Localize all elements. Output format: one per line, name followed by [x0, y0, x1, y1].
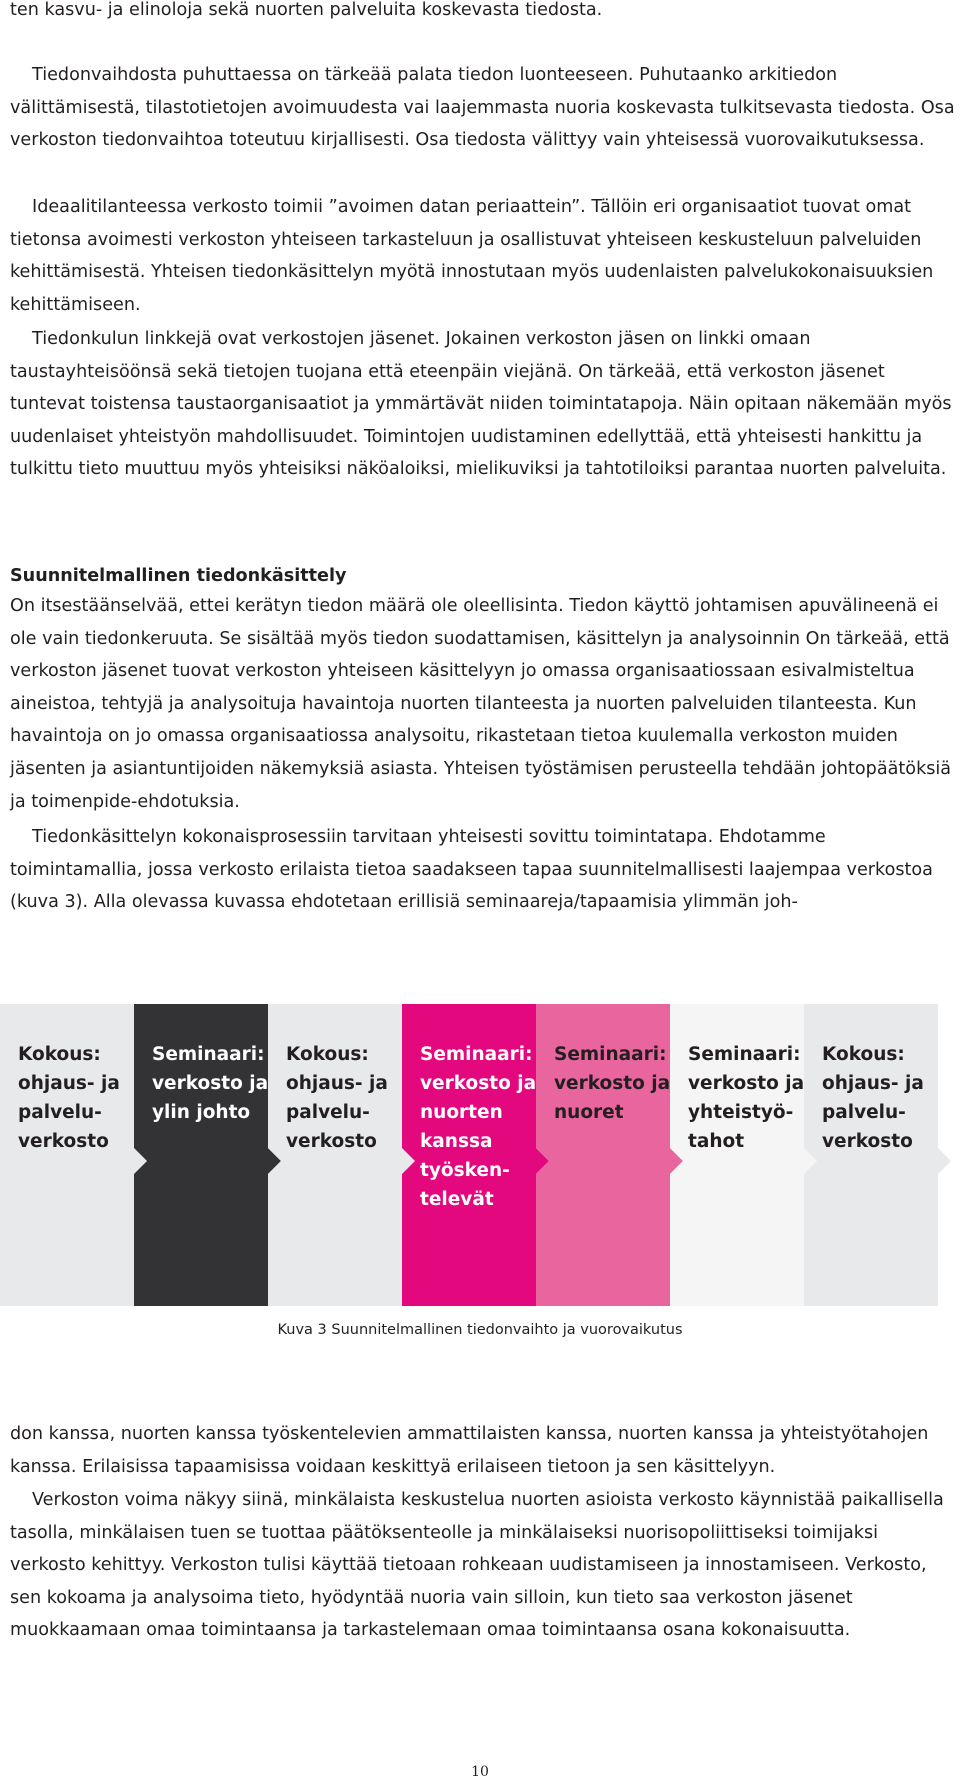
process-step-label [420, 1040, 538, 1214]
process-step-label-line: Kokous: [286, 1044, 369, 1065]
process-step-label-line: Seminaari: [420, 1044, 533, 1065]
paragraph: Ideaalitilanteessa verkosto toimii ”avoimen datan periaattein”. Tällöin eri organisaatiot tuovat omat tietonsa avoimesti verkoston yhteiseen tarkasteluun ja osallistuvat yhteiseen keskusteluun palveluiden kehittämisestä. Yhteisen tiedonkäsittelyn myötä innostutaan myös uudenlaisten palvelukokonaisuuksien kehittämiseen. [10, 197, 934, 315]
process-step-label-line: verkosto ja [420, 1073, 537, 1094]
process-step-label-line: Seminaari: [554, 1044, 667, 1065]
process-step-label-line: verkosto [286, 1131, 377, 1152]
process-step-label-line: työsken- [420, 1160, 510, 1181]
process-figure [0, 1004, 960, 1306]
paragraph: don kanssa, nuorten kanssa työskentelevien ammattilaisten kanssa, nuorten kanssa ja yhteistyötahojen kanssa. Erilaisissa tapaamisissa voidaan keskittyä erilaiseen tietoon ja sen käsittelyyn. [10, 1424, 929, 1477]
process-step-label [152, 1040, 270, 1127]
paragraph: Tiedonvaihdosta puhuttaessa on tärkeää palata tiedon luonteeseen. Puhutaanko arkitiedon välittämisestä, tilastotietojen avoimuudesta vai laajemmasta nuoria koskevasta tulkitsevasta tiedosta. Osa verkoston tiedonvaihtoa toteutuu kirjallisesti. Osa tiedosta välittyy vain yhteisessä vuorovaikutuksessa. [10, 65, 955, 151]
process-step-label-line: verkosto ja [554, 1073, 671, 1094]
paragraph: Verkoston voima näkyy siinä, minkälaista keskustelua nuorten asioista verkosto käynnistää paikallisella tasolla, minkälaisen tuen se tuottaa päätöksenteolle ja minkälaiseksi nuorisopoliittiseksi toimijaksi verkosto kehittyy. Verkoston tulisi käyttää tietoaan rohkeaan uudistamiseen ja innostamiseen. Verkosto, sen kokoama ja analysoima tieto, hyödyntää nuoria vain silloin, kun tieto saa verkoston jäsenet muokkaamaan omaa toimintaansa ja tarkastelemaan omaa toimintaansa osana kokonaisuutta. [10, 1490, 944, 1641]
paragraph: ten kasvu- ja elinoloja sekä nuorten palveluita koskevasta tiedosta. [10, 0, 603, 20]
process-step-label-line: Seminaari: [688, 1044, 801, 1065]
process-step-label [286, 1040, 404, 1156]
page-number: 10 [471, 1764, 489, 1780]
process-step-label-line: nuoret [554, 1102, 624, 1123]
process-step-label [554, 1040, 672, 1127]
process-step-label-line: palvelu- [822, 1102, 906, 1123]
process-step-label [18, 1040, 136, 1156]
section-heading: Suunnitelmallinen tiedonkäsittely [10, 566, 347, 586]
process-step-label [822, 1040, 940, 1156]
process-step-label-line: ylin johto [152, 1102, 251, 1123]
paragraph: Tiedonkulun linkkejä ovat verkostojen jäsenet. Jokainen verkoston jäsen on linkki omaan taustayhteisöönsä sekä tietojen tuojana että eteenpäin viejänä. On tärkeää, että verkoston jäsenet tuntevat toistensa taustaorganisaatiot ja ymmärtävät niiden toimintatapoja. Näin opitaan näkemään myös uudenlaiset yhteistyön mahdollisuudet. Toimintojen uudistaminen edellyttää, että yhteisesti hankittu ja tulkittu tieto muuttuu myös yhteisiksi näköaloiksi, mielikuviksi ja tahtotiloiksi parantaa nuorten palveluita. [10, 329, 952, 480]
process-step-label-line: Seminaari: [152, 1044, 265, 1065]
process-step-label-line: televät [420, 1189, 494, 1210]
paragraph: On itsestäänselvää, ettei kerätyn tiedon määrä ole oleellisinta. Tiedon käyttö johtamisen apuvälineenä ei ole vain tiedonkeruuta. Se sisältää myös tiedon suodattamisen, käsittelyn ja analysoinnin On tärkeää, että verkoston jäsenet tuovat verkoston yhteiseen käsittelyyn jo omassa organisaatiossaan esivalmisteltua aineistoa, tehtyjä ja analysoituja havaintoja nuorten tilanteesta ja nuorten palveluiden tilanteesta. Kun havaintoja on jo omassa organisaatiossa analysoitu, rikastetaan tietoa kuulemalla verkoston muiden jäsenten ja asiantuntijoiden näkemyksiä asiasta. Yhteisen työstämisen perusteella tehdään johtopäätöksiä ja toimenpide-ehdotuksia. [10, 596, 952, 812]
process-step-label-line: verkosto ja [152, 1073, 269, 1094]
process-step-label-line: ohjaus- ja [286, 1073, 388, 1094]
process-step-label-line: ohjaus- ja [18, 1073, 120, 1094]
process-step-label-line: yhteistyö- [688, 1102, 794, 1123]
process-step-label-line: verkosto [822, 1131, 913, 1152]
paragraph: Tiedonkäsittelyn kokonaisprosessiin tarvitaan yhteisesti sovittu toimintatapa. Ehdotamme toimintamallia, jossa verkosto erilaista tietoa saadakseen tapaa suunnitelmallisesti laajempaa verkostoa (kuva 3). Alla olevassa kuvassa ehdotetaan erillisiä seminaareja/tapaamisia ylimmän joh- [10, 827, 933, 913]
process-step-label-line: Kokous: [18, 1044, 101, 1065]
process-step-label-line: nuorten [420, 1102, 503, 1123]
process-step-label-line: kanssa [420, 1131, 493, 1152]
process-step-label [688, 1040, 806, 1156]
process-step-label-line: verkosto [18, 1131, 109, 1152]
process-step-label-line: tahot [688, 1131, 745, 1152]
process-step-label-line: Kokous: [822, 1044, 905, 1065]
process-step-label-line: verkosto ja [688, 1073, 805, 1094]
process-step-label-line: palvelu- [18, 1102, 102, 1123]
process-step-label-line: ohjaus- ja [822, 1073, 924, 1094]
process-step-label-line: palvelu- [286, 1102, 370, 1123]
figure-caption: Kuva 3 Suunnitelmallinen tiedonvaihto ja vuorovaikutus [277, 1322, 683, 1338]
